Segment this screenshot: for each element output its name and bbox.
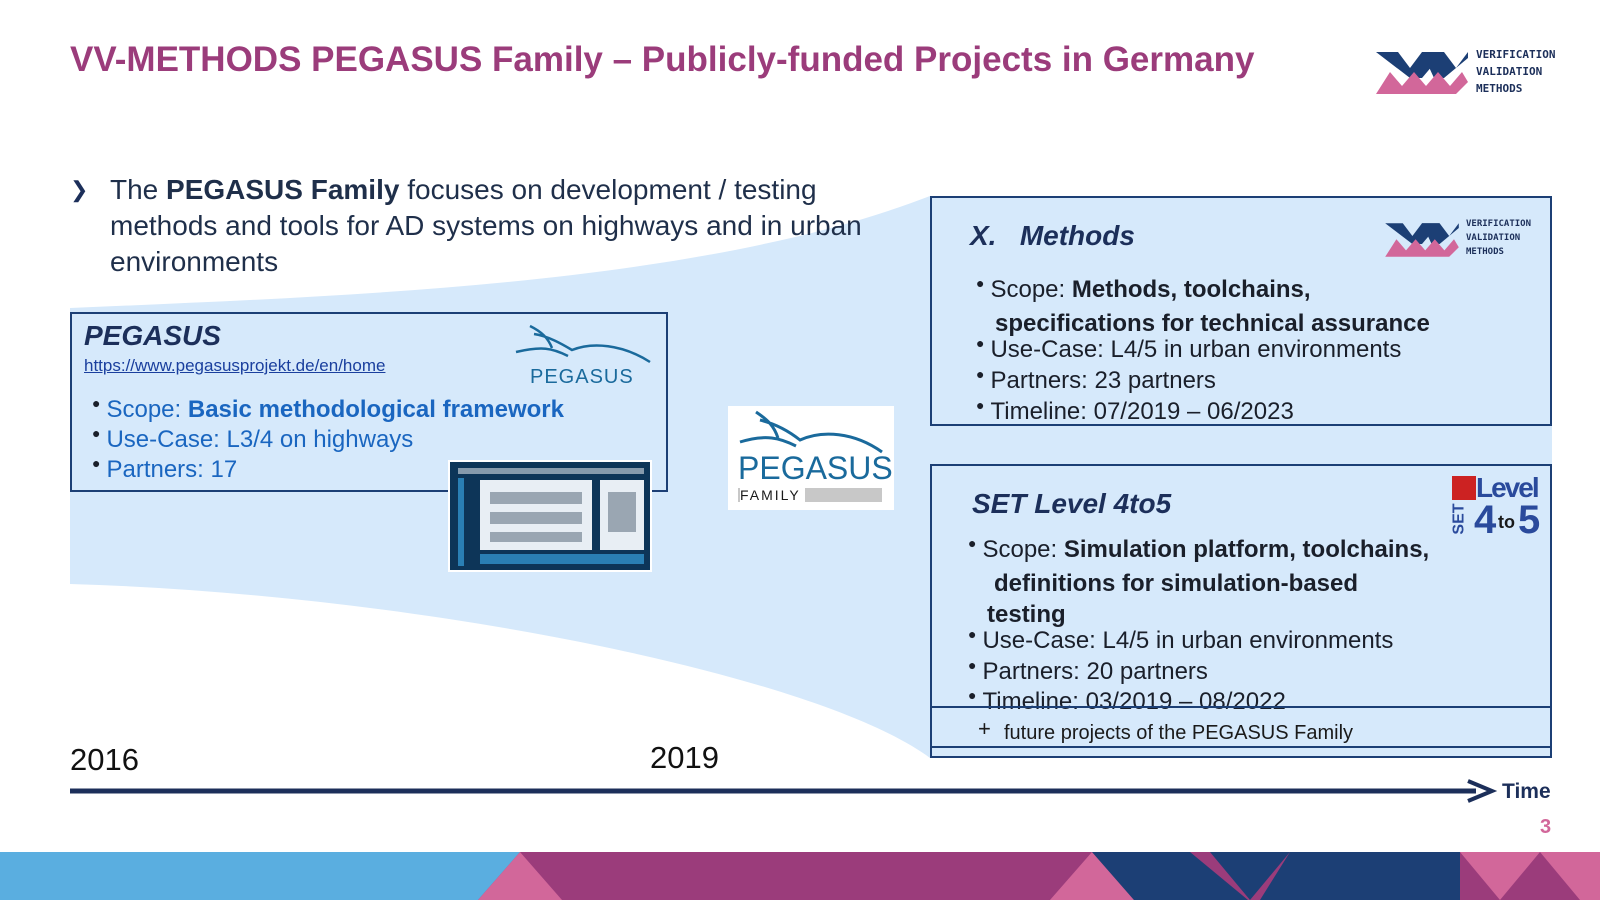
vv-logo-line: VERIFICATION: [1466, 219, 1532, 229]
chevron-right-icon: ❯: [70, 177, 89, 202]
set-logo-four: 4: [1474, 498, 1497, 542]
scope-label: Scope:: [982, 536, 1064, 563]
time-axis-label: Time: [1502, 780, 1551, 803]
vv-logo-line: VALIDATION: [1466, 232, 1521, 243]
methods-partners: ● Partners: 23 partners: [976, 366, 1216, 394]
scope-label: Scope:: [106, 396, 188, 423]
usecase-text: Use-Case: L4/5 in urban environments: [982, 627, 1394, 654]
methods-title-number: X.: [970, 220, 997, 251]
methods-box: [930, 196, 1552, 426]
partners-text: Partners: 17: [106, 456, 238, 483]
set-level-title: SET Level 4to5: [972, 488, 1172, 519]
year-2016-label: 2016: [70, 742, 139, 777]
vv-logo-mark-icon: [1376, 48, 1468, 98]
family-logo-sub-text: FAMILY: [740, 487, 805, 503]
vv-logo-line: METHODS: [1466, 246, 1504, 257]
pegasus-usecase: ● Use-Case: L3/4 on highways: [92, 425, 414, 453]
methods-scope: ● Scope: Methods, toolchains, specifications for technical assurance: [976, 275, 1430, 337]
usecase-text: Use-Case: L4/5 in urban environments: [990, 336, 1402, 363]
footer-decoration: [0, 852, 1600, 900]
methods-title: [970, 220, 1135, 252]
intro-text-bold: PEGASUS Family: [166, 174, 400, 205]
page-title: VV-METHODS PEGASUS Family – Publicly-funded Projects in Germany: [70, 40, 1255, 79]
scope-value: Methods, toolchains,: [1071, 276, 1311, 303]
methods-usecase: ● Use-Case: L4/5 in urban environments: [976, 335, 1402, 363]
page-number: 3: [1540, 816, 1552, 838]
methods-title-text: Methods: [1019, 220, 1135, 251]
scope-value: Basic methodological framework: [187, 396, 564, 423]
set-logo-level: Level: [1476, 472, 1538, 503]
intro-text-after: focuses on development / testing methods and tools for AD systems on highways and in urban environments: [110, 174, 862, 277]
set-timeline: ● Timeline: 03/2019 – 08/2022: [968, 687, 1286, 715]
scope-value: definitions for simulation-based: [994, 570, 1359, 597]
future-projects-note: [930, 706, 1552, 748]
partners-text: Partners: 20 partners: [982, 658, 1208, 685]
family-logo-name: PEGASUS: [738, 450, 893, 486]
intro-bullet: [70, 172, 870, 280]
set-logo-to: to: [1498, 512, 1515, 532]
scope-value: specifications for technical assurance: [995, 310, 1430, 337]
pegasus-family-logo: [728, 406, 894, 510]
set-scope: ● Scope: Simulation platform, toolchains, definitions for simulation-based testing: [968, 535, 1430, 628]
vv-methods-logo-small: [1384, 218, 1544, 262]
intro-text-before: The: [110, 174, 167, 205]
timeline-text: Timeline: 07/2019 – 06/2023: [990, 398, 1294, 425]
vv-logo-line: VERIFICATION: [1476, 48, 1556, 61]
scope-value: testing: [987, 601, 1066, 628]
pegasus-title: PEGASUS: [84, 320, 221, 351]
usecase-text: Use-Case: L3/4 on highways: [106, 426, 414, 453]
scope-label: Scope:: [990, 276, 1072, 303]
plus-icon: +: [978, 716, 991, 741]
timeline-text: Timeline: 03/2019 – 08/2022: [982, 688, 1286, 715]
intro-text: [110, 172, 870, 280]
partners-text: Partners: 23 partners: [990, 367, 1216, 394]
set-logo-set: SET: [1450, 503, 1468, 535]
pegasus-website-link[interactable]: https://www.pegasusprojekt.de/en/home: [84, 356, 386, 375]
set-usecase: ● Use-Case: L4/5 in urban environments: [968, 626, 1394, 654]
pegasus-logo: [512, 322, 662, 392]
pegasus-partners: ● Partners: 17: [92, 455, 238, 483]
vv-methods-logo: [1376, 46, 1576, 102]
pegasus-method-diagram-thumbnail: [448, 460, 652, 572]
set-partners: ● Partners: 20 partners: [968, 657, 1208, 685]
timeline-arrow-icon: [68, 778, 1508, 808]
future-projects-text: future projects of the PEGASUS Family: [1004, 722, 1354, 744]
eagle-icon: [512, 322, 652, 368]
vv-logo-line: VALIDATION: [1476, 65, 1543, 79]
set-logo-five: 5: [1518, 498, 1541, 542]
set-level-logo: [1450, 472, 1544, 542]
year-2019-label: 2019: [650, 740, 719, 775]
vv-logo-line: METHODS: [1476, 82, 1523, 96]
family-logo-sub: [738, 488, 882, 502]
methods-timeline: ● Timeline: 07/2019 – 06/2023: [976, 397, 1294, 425]
scope-value: Simulation platform, toolchains,: [1063, 536, 1430, 563]
pegasus-logo-label: PEGASUS: [530, 366, 634, 388]
vv-logo-mark-icon: [1384, 220, 1460, 260]
pegasus-scope: ● Scope: Basic methodological framework: [92, 395, 564, 423]
